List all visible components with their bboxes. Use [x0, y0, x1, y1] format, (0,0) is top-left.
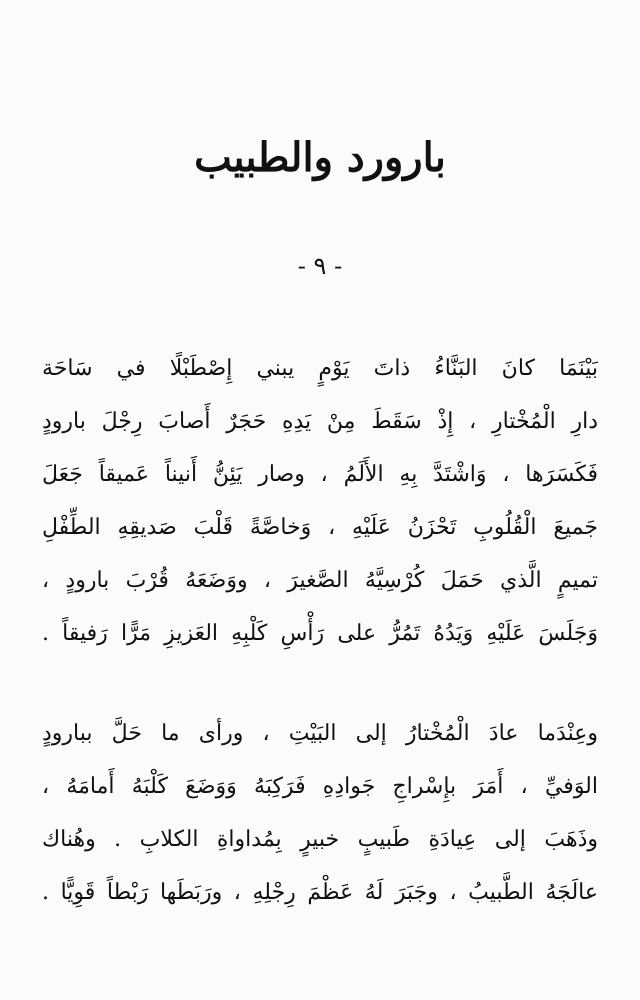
text-line: وَجَلَسَ عَلَيْهِ وَيَدُهُ تَمُرُّ على رَأْسِ كَلْبِهِ العَزيزِ مَرًّا رَفيقاً .	[42, 621, 598, 646]
text-line: بَيْنَمَا كانَ البَنَّاءُ ذاتَ يَوْمٍ يبني إِصْطَبْلًا في سَاحَة	[42, 356, 598, 381]
text-line: وعِنْدَما عادَ الْمُخْتارُ إلى البَيْتِ ، ورأى ما حَلَّ ببارودٍ	[42, 721, 598, 746]
chapter-number: - ٩ -	[297, 252, 343, 280]
paragraph-2	[42, 707, 598, 919]
text-line: تميمٍ الَّذي حَمَلَ كُرْسِيَّهُ الصَّغيرَ ، ووَضَعَهُ قُرْبَ بارودٍ ،	[42, 568, 598, 593]
text-line: وذَهَبَ إلى عِيادَةِ طَبيبٍ خبيرٍ بِمُداواةِ الكلابِ . وهُناك	[42, 827, 598, 852]
paragraph-1	[42, 342, 598, 660]
text-line: الوَفيِّ ، أَمَرَ بإِسْراجِ جَوادِهِ فَرَكِبَهُ وَوَضَعَ كَلْبَهُ أَمامَهُ ،	[42, 774, 598, 799]
page-title: بارورد والطبيب	[194, 134, 446, 181]
text-line: عالَجَهُ الطَّبيبُ ، وجَبَرَ لَهُ عَظْمَ رِجْلِهِ ، ورَبَطَها رَبْطاً قَوِيًّا .	[42, 880, 598, 905]
text-line: فَكَسَرَها ، وَاشْتَدَّ بِهِ الأَلَمُ ، وصار يَئِنُّ أَنيناً عَميقاً جَعَلَ	[42, 462, 598, 487]
text-line: دارِ الْمُخْتارِ ، إِذْ سَقَطَ مِنْ يَدِهِ حَجَرٌ أَصابَ رِجْلَ بارودٍ	[42, 409, 598, 434]
text-line: جَميعَ الْقُلُوبِ تَحْزَنُ عَلَيْهِ ، وَخاصَّةً قَلْبَ صَديقِهِ الطِّفْلِ	[42, 515, 598, 540]
